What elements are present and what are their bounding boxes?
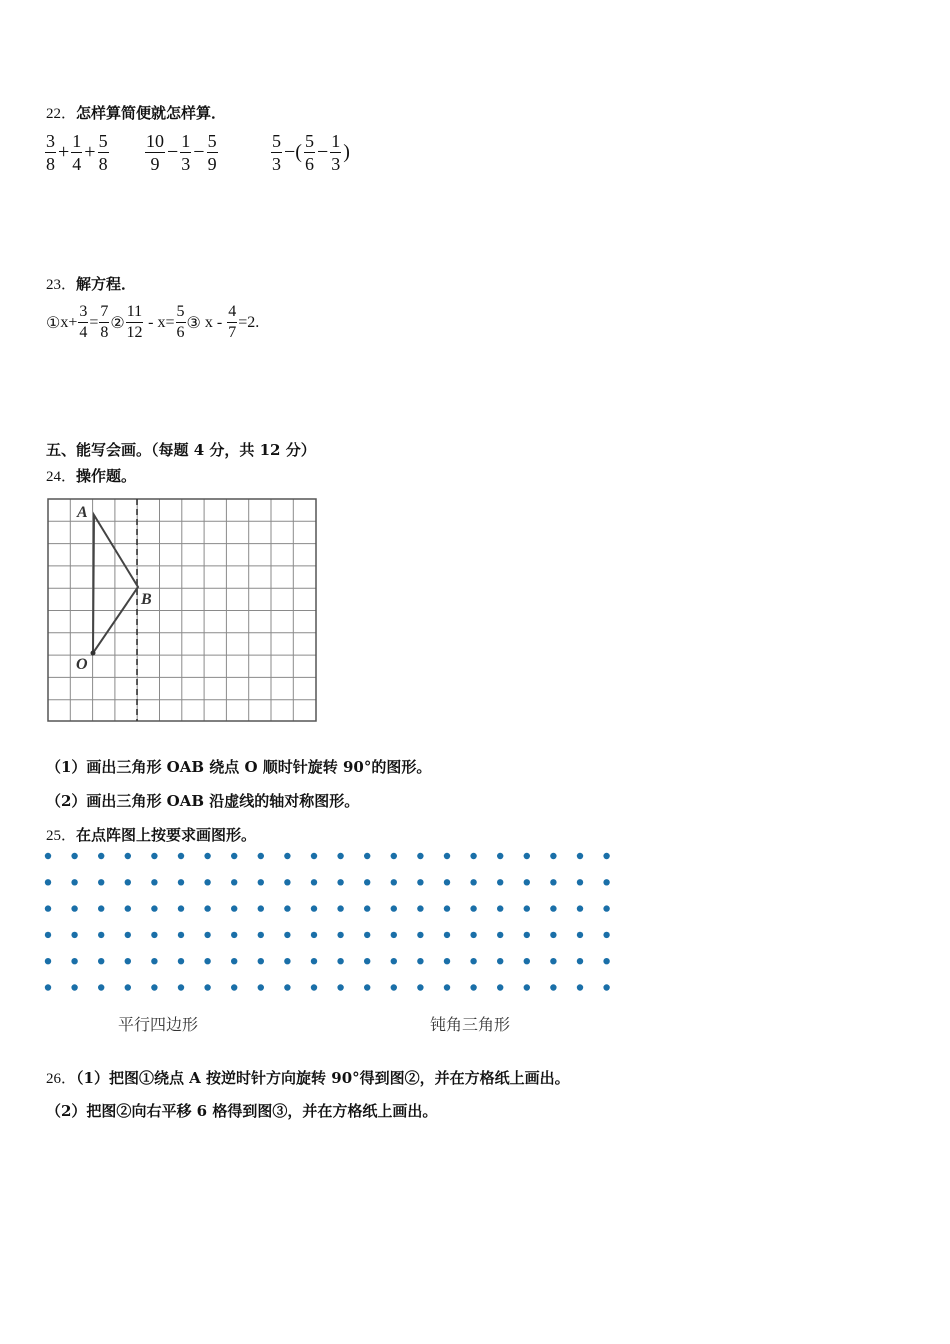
lattice-dot [284,984,290,990]
lattice-dot [550,958,556,964]
lattice-dot [577,853,583,859]
lattice-dot [524,958,530,964]
lattice-dot [470,879,476,885]
lattice-dot [311,853,317,859]
fraction: $\frac{7}{8}$ [100,303,109,341]
lattice-dot [417,853,423,859]
lattice-dot [98,905,104,911]
lattice-dot [364,932,370,938]
fraction: $\frac{4}{7}$ [228,303,237,341]
lattice-dot [71,958,77,964]
lattice-dot [45,905,51,911]
fraction: $\frac{5}{9}$ [207,131,217,174]
q25-title: 在点阵图上按要求画图形。 [76,826,257,844]
lattice-dot [204,984,210,990]
lattice-dot [524,853,530,859]
lattice-dot [391,879,397,885]
lattice-dot [98,958,104,964]
fraction: $\frac{5}{8}$ [98,131,108,174]
lattice-dot [391,905,397,911]
lattice-dot [125,879,131,885]
lattice-dot [577,932,583,938]
fraction: $\frac{5}{3}$ [272,131,281,174]
lattice-dot [204,958,210,964]
lattice-dot [444,932,450,938]
lattice-dot [337,984,343,990]
q25-number: 25． [46,828,77,844]
triangle-oab [93,515,138,653]
lattice-dot [497,932,503,938]
lattice-dot [45,984,51,990]
label-parallelogram: 平行四边形 [118,1015,199,1034]
lattice-dot [231,905,237,911]
q23-number: 23． [46,277,77,293]
lattice-dot [45,853,51,859]
lattice-dot [391,958,397,964]
lattice-dot [417,984,423,990]
lattice-dot [151,984,157,990]
circled-number-3: ③ [186,314,201,332]
lattice-dot [231,932,237,938]
q26-number: 26． [46,1071,77,1087]
lattice-dot [284,958,290,964]
lattice-dot [178,932,184,938]
q26-sub1: （1）把图①绕点 A 按逆时针方向旋转 90°得到图②，并在方格纸上画出。 [76,1069,570,1087]
lattice-dot [311,984,317,990]
lattice-dot [125,905,131,911]
lattice-dot [125,958,131,964]
lattice-dot [45,932,51,938]
lattice-dot [337,879,343,885]
lattice-dot [337,853,343,859]
section-five-title: 五、能写会画。（每题 4 分，共 12 分） [46,441,316,459]
lattice-dot [284,879,290,885]
lattice-dot [497,879,503,885]
lattice-dot [71,984,77,990]
lattice-dot [577,905,583,911]
lattice-dot [417,958,423,964]
q26-heading [46,1067,570,1088]
fraction: $\frac{1}{4}$ [72,131,82,174]
lattice-dot [364,905,370,911]
lattice-dot [284,932,290,938]
lattice-dot [231,958,237,964]
label-obtuse-triangle: 钝角三角形 [430,1015,511,1034]
lattice-dot [444,853,450,859]
lattice-dot [524,905,530,911]
lattice-dot [258,932,264,938]
lattice-dot [311,958,317,964]
lattice-dot [444,905,450,911]
q24-title: 操作题。 [76,467,137,485]
lattice-dot [258,958,264,964]
dot-grid [40,848,620,998]
label-o: O [76,656,88,673]
lattice-dot [204,905,210,911]
lattice-dot [98,932,104,938]
lattice-dot [444,984,450,990]
lattice-dot [311,932,317,938]
lattice-dot [258,879,264,885]
lattice-dot [151,905,157,911]
lattice-dot [311,879,317,885]
lattice-dot [151,879,157,885]
lattice-dot [603,984,609,990]
lattice-dot [417,879,423,885]
lattice-dot [391,984,397,990]
lattice-dot [444,879,450,885]
lattice-dot [45,958,51,964]
lattice-dot [497,984,503,990]
fraction: $\frac{11}{12}$ [126,303,143,341]
lattice-dot [71,905,77,911]
lattice-dot [524,984,530,990]
lattice-dot [364,853,370,859]
lattice-dot [125,932,131,938]
lattice-dot [284,853,290,859]
lattice-dot [204,879,210,885]
q22-number: 22． [46,106,77,122]
lattice-dot [125,984,131,990]
q25-heading [46,824,256,845]
point-o [91,651,96,656]
lattice-dot [364,984,370,990]
q22-expression-2: $\frac{10}{9}$ − $\frac{1}{3}$ − $\frac{5}{9}$ [146,131,217,174]
q23-heading [46,273,136,294]
lattice-dot [284,905,290,911]
lattice-dot [98,879,104,885]
circled-number-1: ① [46,314,61,332]
lattice-dot [337,958,343,964]
lattice-dot [178,853,184,859]
lattice-dot [577,984,583,990]
circled-number-2: ② [110,314,125,332]
lattice-dot [98,853,104,859]
lattice-dot [497,958,503,964]
lattice-dot [231,984,237,990]
q23-title: 解方程． [76,275,137,293]
lattice-dot [577,958,583,964]
lattice-dot [231,879,237,885]
lattice-dot [603,853,609,859]
fraction: $\frac{1}{3}$ [181,131,191,174]
lattice-dot [258,905,264,911]
q22-expression-3: $\frac{5}{3}$ −( $\frac{5}{6}$ − $\frac{1}{3}$ ) [272,131,350,174]
lattice-dot [45,879,51,885]
lattice-dot [497,853,503,859]
lattice-dot [178,905,184,911]
lattice-dot [258,853,264,859]
fraction: $\frac{3}{4}$ [79,303,88,341]
lattice-dot [470,853,476,859]
q24-number: 24． [46,469,77,485]
lattice-dot [231,853,237,859]
lattice-dot [178,984,184,990]
lattice-dot [364,958,370,964]
lattice-dot [71,932,77,938]
q22-title: 怎样算简便就怎样算． [76,104,227,122]
lattice-dot [204,853,210,859]
lattice-dot [550,984,556,990]
lattice-dot [577,879,583,885]
q23-equations: ① x+ $\frac{3}{4}$ = $\frac{7}{8}$ ② $\frac{11}{12}$ - x= $\frac{5}{6}$ ③ x - $\frac{4}{7}$ =2. [46,303,260,341]
lattice-dot [603,905,609,911]
lattice-dot [204,932,210,938]
q22-expression-1: $\frac{3}{8}$ + $\frac{1}{4}$ + $\frac{5}{8}$ [46,131,108,174]
lattice-dot [497,905,503,911]
q24-sub2: （2）画出三角形 OAB 沿虚线的轴对称图形。 [46,792,360,810]
lattice-dot [550,853,556,859]
lattice-dot [71,879,77,885]
lattice-dot [71,853,77,859]
lattice-dot [444,958,450,964]
lattice-dot [311,905,317,911]
lattice-dot [417,932,423,938]
lattice-dot [417,905,423,911]
lattice-dot [603,879,609,885]
lattice-dot [550,879,556,885]
lattice-dot [151,958,157,964]
lattice-dot [603,932,609,938]
fraction: $\frac{1}{3}$ [331,131,341,174]
lattice-dot [337,905,343,911]
fraction: $\frac{10}{9}$ [146,131,164,174]
lattice-dot [603,958,609,964]
lattice-dot [470,958,476,964]
lattice-dot [151,932,157,938]
lattice-dot [524,932,530,938]
lattice-dot [524,879,530,885]
lattice-dot [391,932,397,938]
lattice-dot [364,879,370,885]
lattice-dot [258,984,264,990]
lattice-dot [550,905,556,911]
fraction: $\frac{5}{6}$ [304,131,314,174]
fraction: $\frac{3}{8}$ [46,131,55,174]
label-b: B [141,591,152,608]
lattice-dot [391,853,397,859]
lattice-dot [550,932,556,938]
lattice-dot [178,879,184,885]
lattice-dot [470,984,476,990]
lattice-dot [470,905,476,911]
lattice-dot [337,932,343,938]
q22-heading [46,102,226,123]
lattice-dot [470,932,476,938]
label-a: A [77,504,88,521]
lattice-dot [151,853,157,859]
fraction: $\frac{5}{6}$ [176,303,185,341]
lattice-dot [98,984,104,990]
grid-figure [46,497,320,725]
lattice-dot [178,958,184,964]
lattice-dot [125,853,131,859]
q24-heading [46,465,136,486]
q24-sub1: （1）画出三角形 OAB 绕点 O 顺时针旋转 90°的图形。 [46,758,432,776]
q26-sub2: （2）把图②向右平移 6 格得到图③，并在方格纸上画出。 [46,1102,438,1120]
